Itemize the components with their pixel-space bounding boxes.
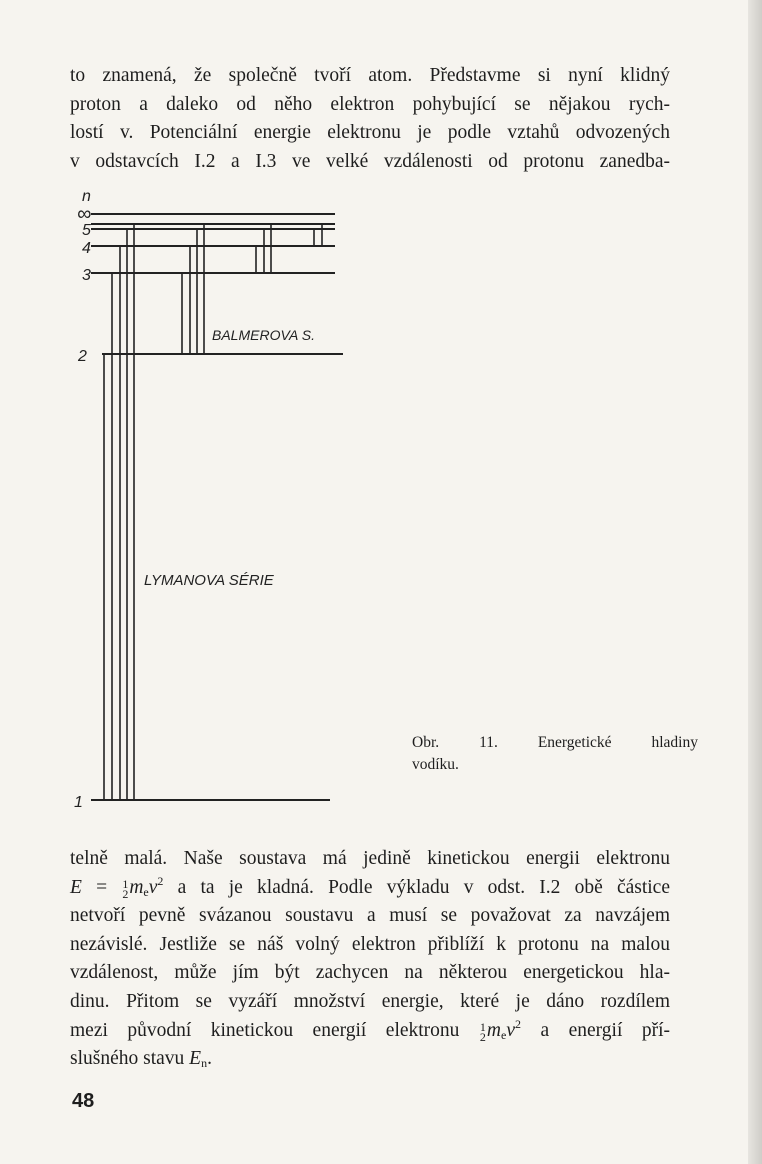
text-line-final bbox=[70, 1045, 670, 1074]
period: . bbox=[207, 1048, 212, 1070]
level-label-5: 5 bbox=[82, 222, 91, 239]
figure-caption bbox=[412, 732, 698, 776]
fraction-numerator: 1 bbox=[122, 876, 129, 891]
symbol-m: m bbox=[129, 876, 144, 898]
fraction-half bbox=[122, 876, 129, 901]
level-label-4: 4 bbox=[82, 240, 91, 257]
bottom-paragraph bbox=[70, 845, 670, 1074]
subscript-e: e bbox=[143, 884, 149, 899]
symbol-m: m bbox=[486, 1019, 501, 1041]
symbol-v: v bbox=[148, 876, 158, 898]
axis-label-n: n bbox=[82, 188, 91, 205]
equals-sign: = bbox=[81, 876, 122, 898]
caption-line: Obr. 11. Energetické hladiny bbox=[412, 734, 698, 751]
text-line-kinetic bbox=[70, 1017, 670, 1046]
level-label-inf: ∞ bbox=[77, 203, 92, 225]
subscript-e: e bbox=[501, 1027, 507, 1042]
text-line: nezávislé. Jestliže se náš volný elektron přiblíží k protonu na malou bbox=[70, 933, 670, 955]
text-line: to znamená, že společně tvoří atom. Představme si nyní klidný bbox=[70, 65, 670, 86]
fraction-denominator: 2 bbox=[122, 886, 129, 901]
superscript-2: 2 bbox=[157, 873, 164, 888]
symbol-v: v bbox=[506, 1019, 515, 1041]
page-number: 48 bbox=[72, 1090, 95, 1112]
level-label-2: 2 bbox=[78, 348, 87, 365]
energy-level-diagram bbox=[60, 180, 350, 815]
text-line: netvoří pevně svázanou soustavu a musí se považovat za navzájem bbox=[70, 905, 670, 927]
top-paragraph bbox=[70, 62, 670, 176]
balmer-series-label: BALMEROVA S. bbox=[212, 327, 315, 343]
text-line: telně malá. Naše soustava má jedině kinetickou energii elektronu bbox=[70, 848, 670, 869]
text-line: proton a daleko od něho elektron pohybující se nějakou rych- bbox=[70, 93, 670, 115]
text-line: v odstavcích I.2 a I.3 ve velké vzdálenosti od protonu zanedba- bbox=[70, 150, 670, 172]
page-edge bbox=[748, 0, 762, 1164]
fraction-numerator: 1 bbox=[479, 1019, 486, 1034]
fraction-denominator: 2 bbox=[479, 1029, 486, 1044]
line7-start: mezi původní kinetickou energií elektronu bbox=[70, 1019, 479, 1041]
subscript-n: n bbox=[201, 1056, 208, 1071]
line7-end: a energií pří- bbox=[520, 1019, 670, 1041]
text-line: dinu. Přitom se vyzáří množství energie, které je dáno rozdílem bbox=[70, 990, 670, 1012]
equation-line-rest: a ta je kladná. Podle výkladu v odst. I.2 obě částice bbox=[163, 876, 670, 898]
text-line: lostí v. Potenciální energie elektronu je podle vztahů odvozených bbox=[70, 122, 670, 144]
symbol-E: E bbox=[70, 876, 82, 898]
fraction-half bbox=[479, 1019, 486, 1044]
superscript-2: 2 bbox=[514, 1016, 521, 1031]
line8-start: slušného stavu bbox=[70, 1048, 190, 1070]
text-line: vzdálenost, může jím být zachycen na některou energetickou hla- bbox=[70, 962, 670, 984]
caption-line: vodíku. bbox=[412, 756, 459, 773]
symbol-E-n: E bbox=[189, 1048, 202, 1070]
level-label-1: 1 bbox=[74, 794, 83, 811]
lyman-series-label: LYMANOVA SÉRIE bbox=[144, 572, 274, 589]
text-line-equation bbox=[70, 874, 670, 903]
level-label-3: 3 bbox=[82, 267, 91, 284]
